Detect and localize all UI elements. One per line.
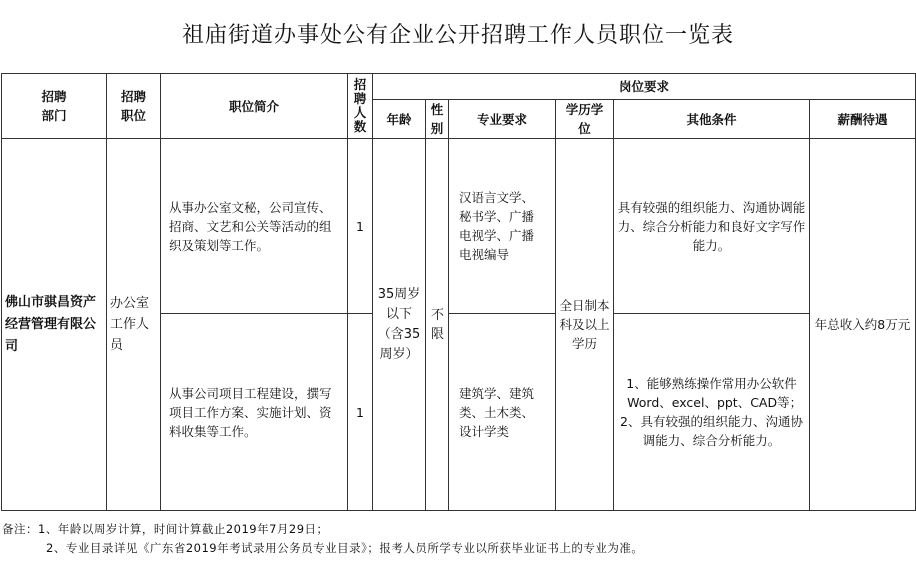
education-cell: 全日制本科及以上学历: [556, 139, 614, 511]
header-other: 其他条件: [614, 100, 810, 139]
intro-cell: 从事办公室文秘，公司宣传、招商、文艺和公关等活动的组织及策划等工作。: [161, 139, 348, 314]
age-cell: 35周岁以下（含35周岁）: [373, 139, 426, 511]
other-cell: 具有较强的组织能力、沟通协调能力、综合分析能力和良好文字写作能力。: [614, 139, 810, 314]
table-row: [2, 139, 916, 314]
major-cell: 汉语言文学、秘书学、广播电视学、广播电视编导: [449, 139, 556, 314]
header-dept: 招聘 部门: [2, 74, 107, 139]
count-cell: 1: [348, 314, 373, 511]
header-age: 年龄: [373, 100, 426, 139]
page-title: 祖庙街道办事处公有企业公开招聘工作人员职位一览表: [181, 23, 734, 48]
position-cell: 办公室工作人员: [107, 139, 161, 511]
header-position: 招聘 职位: [107, 74, 161, 139]
gender-cell: 不限: [426, 139, 449, 511]
positions-table: [1, 73, 916, 511]
other-cell: 1、能够熟练操作常用办公软件Word、excel、ppt、CAD等； 2、具有较强的组织能力、沟通协调能力、综合分析能力。: [614, 314, 810, 511]
note-2: 2、专业目录详见《广东省2019年考试录用公务员专业目录》；报考人员所学专业以所获毕业证书上的专业为准。: [46, 541, 644, 555]
salary-cell: 年总收入约8万元: [810, 139, 916, 511]
header-requirements: 岗位要求: [373, 74, 916, 100]
count-cell: 1: [348, 139, 373, 314]
header-count: 招 聘 人 数: [348, 74, 373, 139]
intro-cell: 从事公司项目工程建设，撰写项目工作方案、实施计划、资料收集等工作。: [161, 314, 348, 511]
note-1: 备注：1、年龄以周岁计算，时间计算截止2019年7月29日；: [2, 522, 329, 536]
dept-cell: 佛山市骐昌资产经营管理有限公司: [2, 139, 107, 511]
header-education: 学历学 位: [556, 100, 614, 139]
header-salary: 薪酬待遇: [810, 100, 916, 139]
major-cell: 建筑学、建筑类、土木类、设计学类: [449, 314, 556, 511]
header-intro: 职位简介: [161, 74, 348, 139]
header-major: 专业要求: [449, 100, 556, 139]
header-gender: 性 别: [426, 100, 449, 139]
header-row-1: [2, 74, 916, 100]
notes: [2, 520, 914, 558]
